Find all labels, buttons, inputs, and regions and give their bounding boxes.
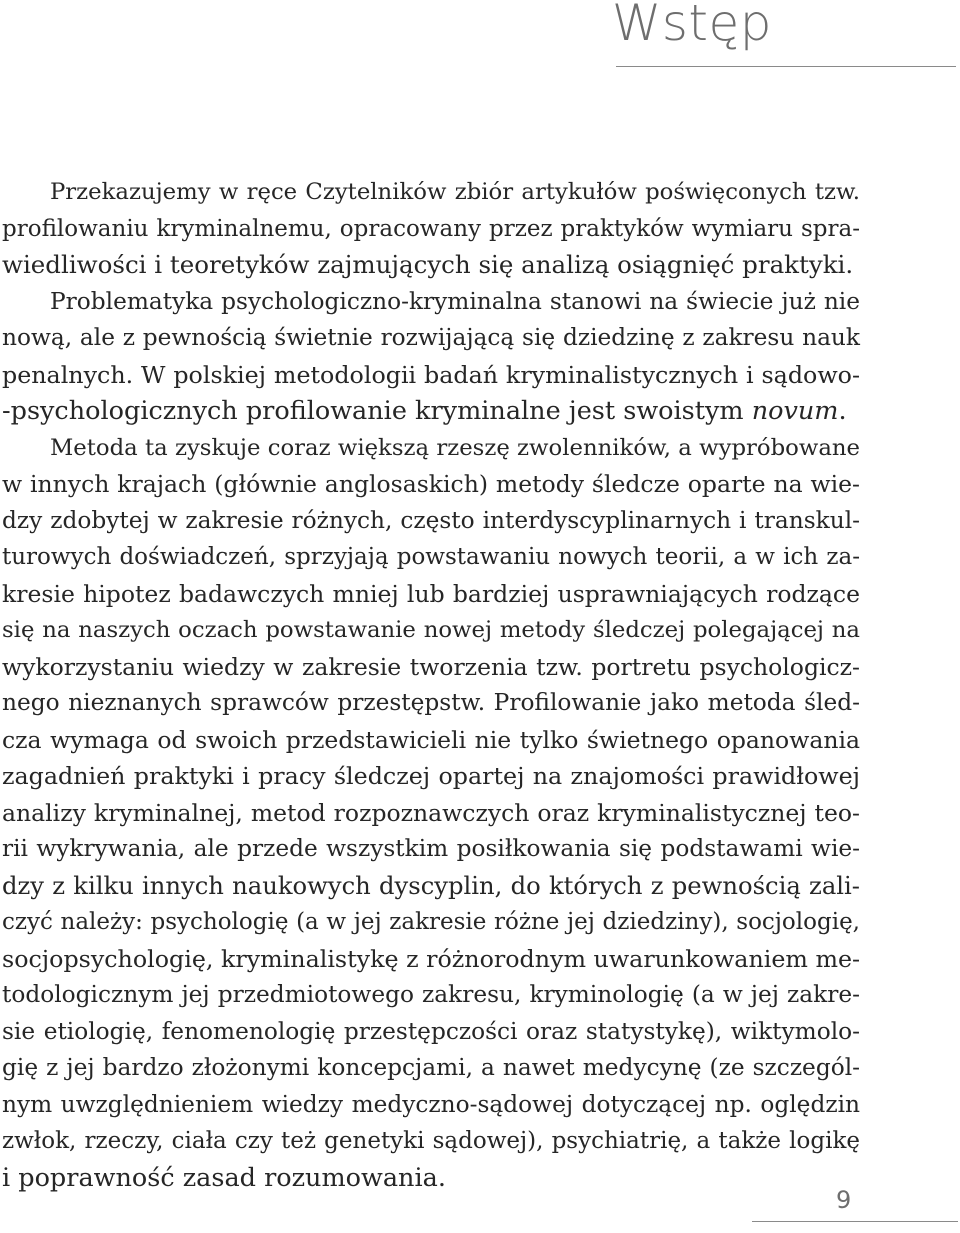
text-line: nym uwzględnieniem wiedzy medyczno-sądowej dotyczącej np. oględzin (2, 1090, 860, 1118)
italic-term: novum (751, 396, 839, 426)
sentence-end: . (838, 396, 847, 426)
text-line: sie etiologię, fenomenologię przestępczości oraz statystykę), wiktymolo- (2, 1017, 860, 1045)
page-title: Wstęp (611, 0, 772, 52)
text-line: kresie hipotez badawczych mniej lub bardziej usprawniających rodzące (2, 579, 860, 608)
text-line: dzy z kilku innych naukowych dyscyplin, do których z pewnością zali- (2, 870, 860, 900)
text-line: zagadnień praktyki i pracy śledczej opartej na znajomości prawidłowej (2, 762, 860, 790)
text-line: Przekazujemy w ręce Czytelników zbiór artykułów poświęconych tzw. (50, 179, 860, 205)
text-line: zwłok, rzeczy, ciała czy też genetyki sądowej), psychiatrię, a także logikę (2, 1128, 860, 1154)
text-line: w innych krajach (głównie anglosaskich) metody śledcze oparte na wie- (2, 470, 860, 498)
text-line: Metoda ta zyskuje coraz większą rzeszę zwolenników, a wypróbowane (50, 434, 860, 461)
text-line: czyć należy: psychologię (a w jej zakresie różne jej dziedziny), socjologię, (2, 909, 860, 935)
text-line: się na naszych oczach powstawanie nowej metody śledczej polegającej na (2, 617, 860, 643)
text-line: nego nieznanych sprawców przestępstw. Profilowanie jako metoda śled- (2, 689, 860, 716)
paragraph-3 (2, 430, 860, 1197)
text-line: rii wykrywania, ale przede wszystkim posiłkowania się podstawami wie- (2, 835, 860, 862)
text-line: analizy kryminalnej, metod rozpoznawczych oraz kryminalistycznej teo- (2, 798, 860, 827)
text-line: gię z jej bardzo złożonymi koncepcjami, a nawet medycynę (ze szczegól- (2, 1054, 860, 1081)
page-number: 9 (836, 1186, 852, 1214)
paragraph-1 (2, 174, 860, 284)
text-line: i poprawność zasad rozumowania. (2, 1162, 446, 1193)
text-line: socjopsychologię, kryminalistykę z różnorodnym uwarunkowaniem me- (2, 944, 861, 973)
body-text (2, 174, 860, 1196)
text-line: cza wymaga od swoich przedstawicieli nie tylko świetnego opanowania (2, 725, 860, 754)
text-line: turowych doświadczeń, sprzyjają powstawaniu nowych teorii, a w ich za- (2, 544, 860, 570)
text-line: nową, ale z pewnością świetnie rozwijającą się dziedzinę z zakresu nauk (2, 324, 860, 351)
text-line: wiedliwości i teoretyków zajmujących się analizą osiągnięć praktyki. (2, 250, 854, 279)
text-line-with-emphasis (2, 393, 860, 430)
footer-divider (752, 1221, 958, 1222)
paragraph-2 (2, 284, 860, 430)
text-segment: -psychologicznych profilowanie kryminalne jest swoistym (2, 396, 752, 426)
text-line: todologicznym jej przedmiotowego zakresu, kryminologię (a w jej zakre- (2, 981, 860, 1008)
text-line: dzy zdobytej w zakresie różnych, często interdyscyplinarnych i transkul- (2, 506, 860, 534)
text-line: Problematyka psychologiczno-kryminalna stanowi na świecie już nie (50, 287, 860, 315)
title-divider (616, 66, 956, 67)
text-line: penalnych. W polskiej metodologii badań kryminalistycznych i sądowo- (2, 360, 860, 389)
text-line: profilowaniu kryminalnemu, opracowany przez praktyków wymiaru spra- (2, 215, 860, 242)
text-line: wykorzystaniu wiedzy w zakresie tworzenia tzw. portretu psychologicz- (2, 652, 860, 681)
